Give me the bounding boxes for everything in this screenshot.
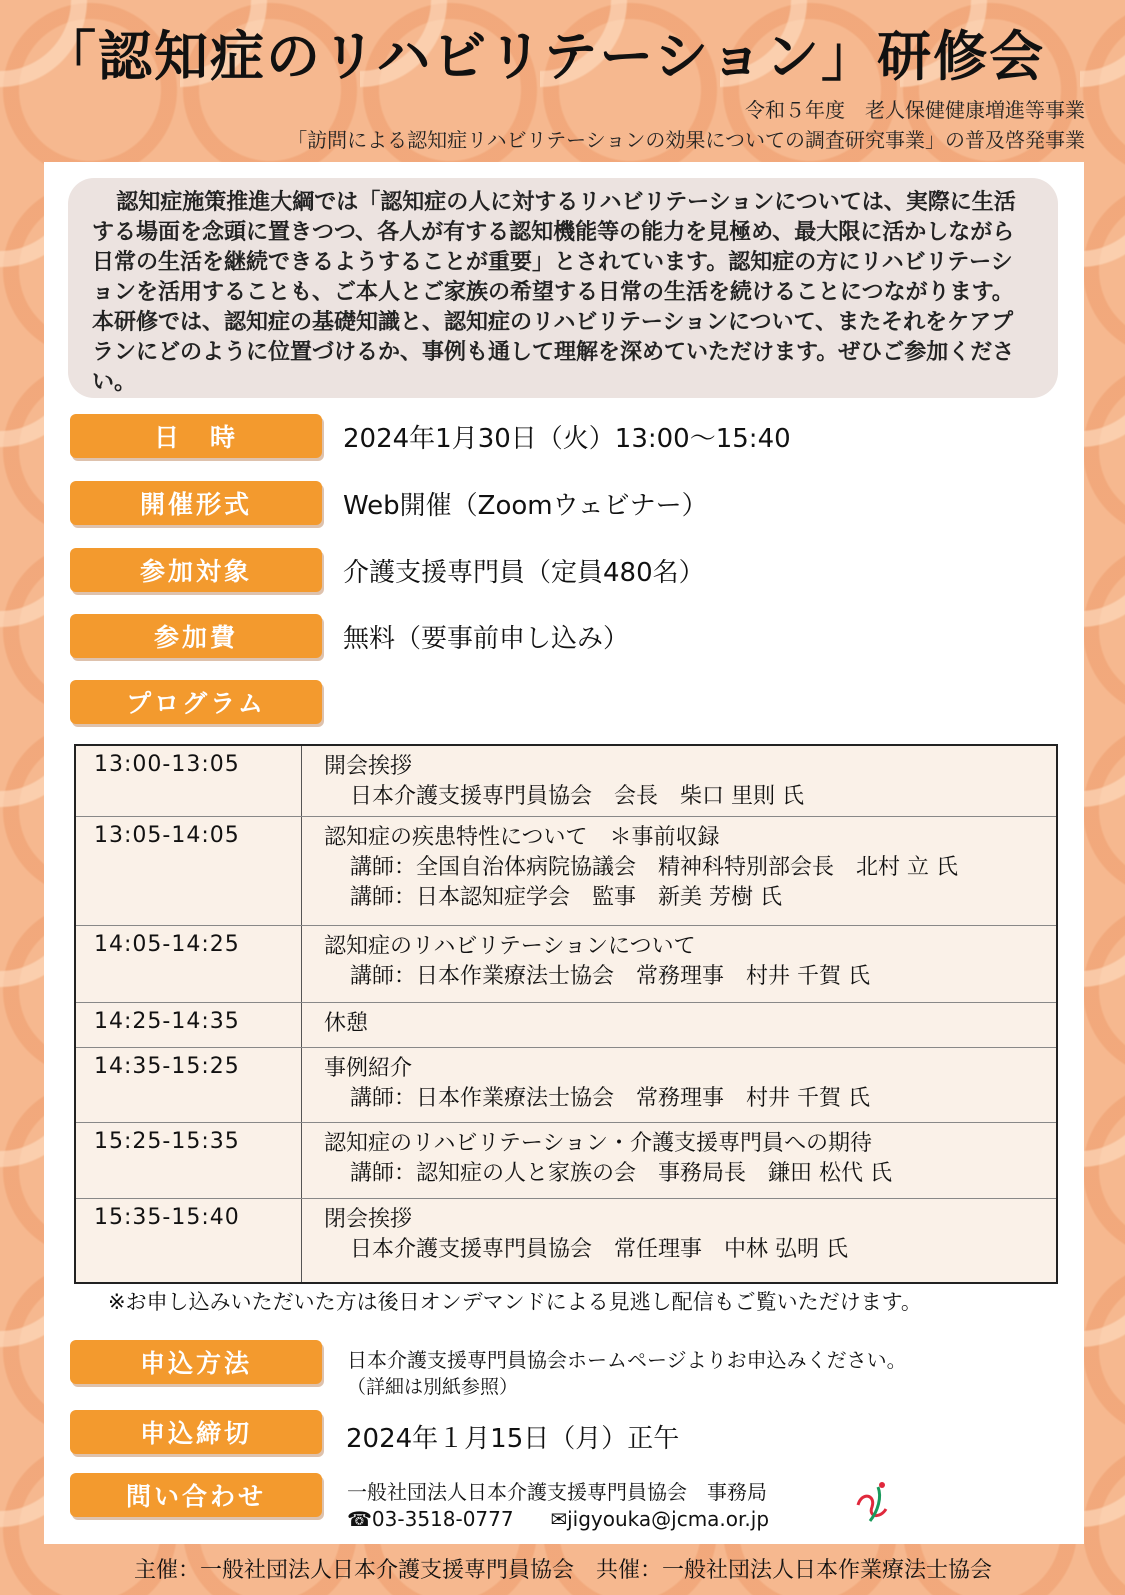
row-time: 14:05-14:25 [94, 932, 240, 957]
row-time: 14:35-15:25 [94, 1054, 240, 1079]
method-text: 日本介護支援専門員協会ホームページよりお申込みください。 [347, 1348, 907, 1372]
fee-value: 無料（要事前申し込み） [343, 624, 630, 654]
contact-details [347, 1507, 769, 1531]
row-title: 事例紹介 [324, 1056, 413, 1081]
format-label: 開催形式 [70, 481, 322, 525]
row-time: 14:25-14:35 [94, 1009, 240, 1034]
table-row [76, 1048, 1056, 1123]
row-title: 開会挨拶 [324, 754, 413, 779]
row-time: 13:00-13:05 [94, 752, 240, 777]
row-time: 13:05-14:05 [94, 823, 240, 848]
table-row [76, 1003, 1056, 1048]
contact-phone[interactable]: 03-3518-0777 [371, 1507, 514, 1531]
row-title: 認知症のリハビリテーションについて [324, 934, 696, 959]
table-row [76, 817, 1056, 926]
page-title: 「認知症のリハビリテーション」研修会 [42, 25, 1046, 88]
contact-org: 一般社団法人日本介護支援専門員協会 事務局 [347, 1480, 767, 1504]
row-speaker: 講師：日本認知症学会 監事 新美 芳樹 氏 [350, 885, 782, 910]
program-table [74, 744, 1058, 1284]
row-title: 認知症のリハビリテーション・介護支援専門員への期待 [324, 1131, 873, 1156]
row-speaker: 講師：全国自治体病院協議会 精神科特別部会長 北村 立 氏 [350, 855, 958, 880]
method-label: 申込方法 [70, 1340, 322, 1384]
mail-icon: ✉ [550, 1507, 568, 1531]
row-speaker: 日本介護支援専門員協会 常任理事 中林 弘明 氏 [350, 1237, 848, 1262]
contact-label: 問い合わせ [70, 1473, 322, 1517]
deadline-label: 申込締切 [70, 1410, 322, 1454]
fee-label: 参加費 [70, 614, 322, 658]
date-value: 2024年1月30日（火）13:00～15:40 [343, 424, 791, 454]
row-title: 認知症の疾患特性について ＊事前収録 [324, 825, 720, 850]
deadline-value: 2024年１月15日（月）正午 [346, 1424, 680, 1454]
row-speaker: 日本介護支援専門員協会 会長 柴口 里則 氏 [350, 784, 804, 809]
table-row [76, 926, 1056, 1003]
table-row [76, 746, 1056, 817]
row-speaker: 講師：認知症の人と家族の会 事務局長 鎌田 松代 氏 [350, 1161, 892, 1186]
date-label: 日 時 [70, 414, 322, 458]
row-speaker: 講師：日本作業療法士協会 常務理事 村井 千賀 氏 [350, 964, 870, 989]
contact-email[interactable]: jigyouka@jcma.or.jp [567, 1507, 770, 1531]
table-row [76, 1123, 1056, 1199]
program-label: プログラム [70, 680, 322, 724]
row-time: 15:35-15:40 [94, 1205, 240, 1230]
organizer-footer: 主催：一般社団法人日本介護支援専門員協会 共催：一般社団法人日本作業療法士協会 [134, 1558, 993, 1583]
subtitle-program: 令和５年度 老人保健健康増進等事業 [745, 98, 1085, 122]
method-detail: （詳細は別紙参照） [347, 1376, 519, 1398]
row-title: 閉会挨拶 [324, 1207, 413, 1232]
target-label: 参加対象 [70, 548, 322, 592]
row-speaker: 講師：日本作業療法士協会 常務理事 村井 千賀 氏 [350, 1086, 870, 1111]
association-logo [848, 1477, 898, 1527]
target-value: 介護支援専門員（定員480名） [343, 558, 705, 588]
row-title: 休憩 [324, 1011, 369, 1036]
format-value: Web開催（Zoomウェビナー） [343, 491, 708, 521]
table-row [76, 1199, 1056, 1282]
intro-text: 認知症施策推進大綱では「認知症の人に対するリハビリテーションについては、実際に生活する場面を念頭に置きつつ、各人が有する認知機能等の能力を見極め、最大限に活かしながら日常の生活を継続できるようすることが重要」とされています。認知症の方にリハビリテーションを活用することも、ご本人とご家族の希望する日常の生活を続けることにつながります。本研修では、認知症の基礎知識と、認知症のリハビリテーションについて、またそれをケアプランにどのように位置づけるか、事例も通して理解を深めていただけます。ぜひご参加ください。 [68, 178, 1058, 398]
row-time: 15:25-15:35 [94, 1129, 240, 1154]
subtitle-project: 「訪問による認知症リハビリテーションの効果についての調査研究事業」の普及啓発事業 [287, 128, 1085, 152]
phone-icon: ☎ [347, 1507, 372, 1531]
ondemand-note: ※お申し込みいただいた方は後日オンデマンドによる見逃し配信もご覧いただけます。 [108, 1290, 922, 1314]
